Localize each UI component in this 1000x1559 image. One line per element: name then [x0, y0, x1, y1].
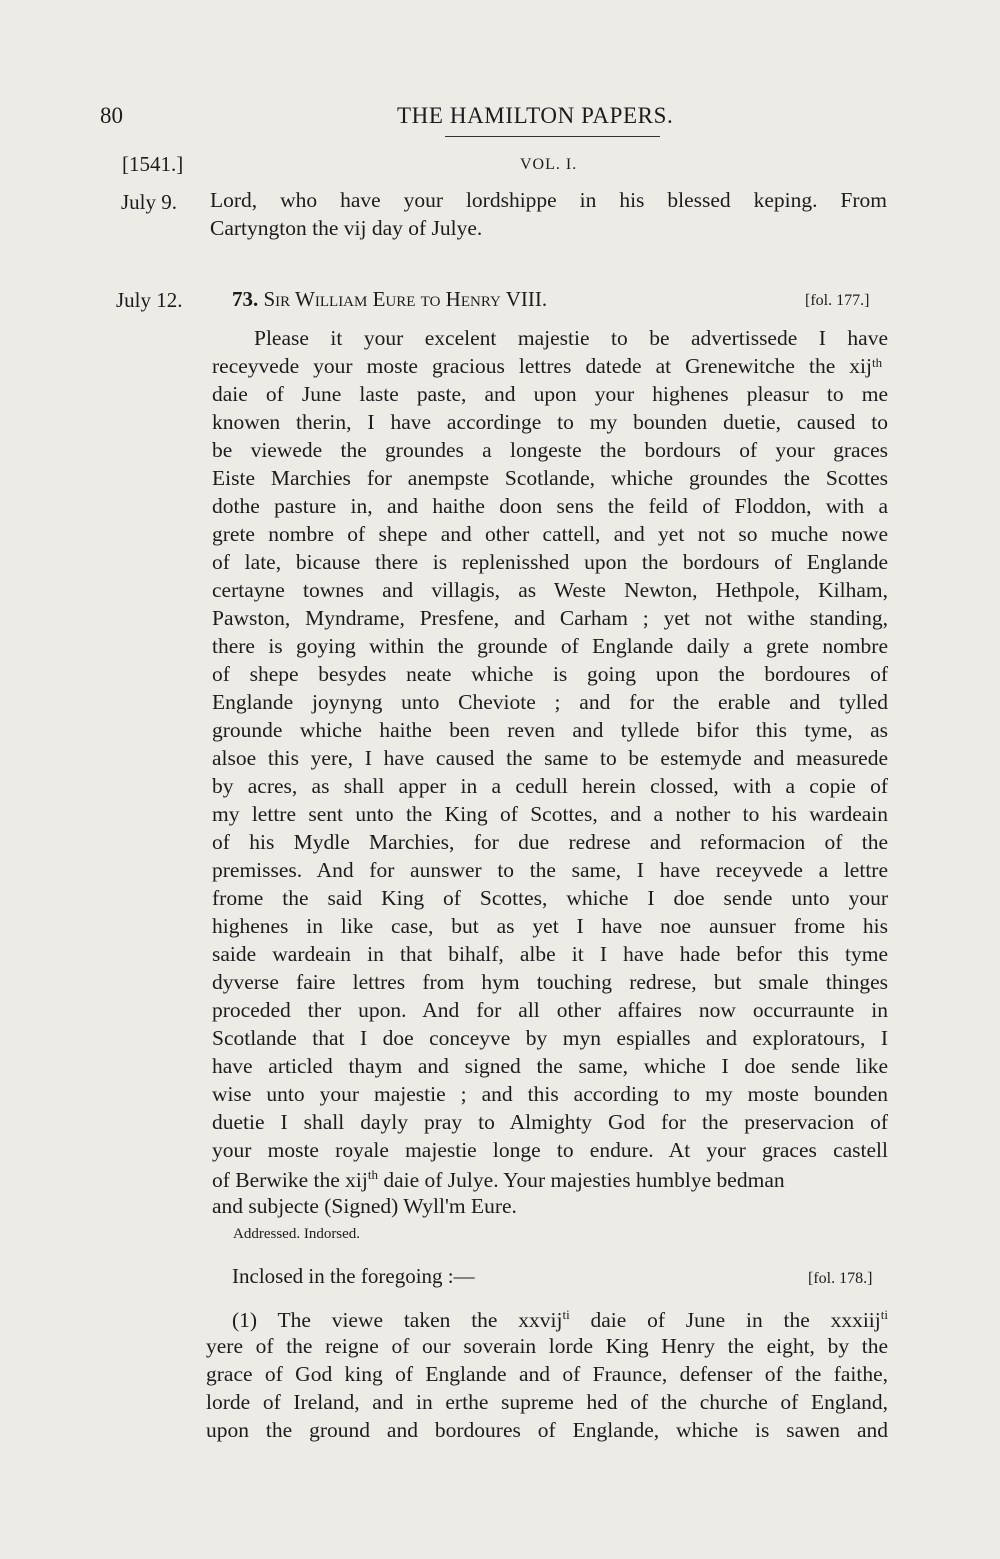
text-line: dothe pasture in, and haithe doon sens the feild of Floddon, with a — [212, 494, 888, 518]
text-line: dyverse faire lettres from hym touching redrese, but smale thinges — [212, 970, 888, 994]
text-line: Englande joynyng unto Cheviote ; and for the erable and tylled — [212, 690, 888, 714]
text-line: by acres, as shall apper in a cedull herein clossed, with a copie of — [212, 774, 888, 798]
text-line: alsoe this yere, I have caused the same to be estemyde and measurede — [212, 746, 888, 770]
text-line: certayne townes and villagis, as Weste Newton, Hethpole, Kilham, — [212, 578, 888, 602]
text-line: saide wardeain in that bihalf, albe it I have hade befor this tyme — [212, 942, 888, 966]
text-line: of shepe besydes neate whiche is going upon the bordoures of — [212, 662, 888, 686]
superscript: ti — [562, 1307, 570, 1322]
text-line: Scotlande that I doe conceyve by myn espialles and exploratours, I — [212, 1026, 888, 1050]
text-line: Eiste Marchies for anempste Scotlande, whiche groundes the Scottes — [212, 466, 888, 490]
margin-date: July 9. — [121, 190, 178, 214]
volume-marker: VOL. I. — [520, 156, 578, 173]
text-line: your moste royale majestie longe to endure. At your graces castell — [212, 1138, 888, 1162]
text-line: knowen therin, I have accordinge to my bounden duetie, caused to — [212, 410, 888, 434]
superscript: th — [367, 1167, 378, 1182]
folio-ref: [fol. 177.] — [805, 292, 870, 309]
text-line: highenes in like case, but as yet I have noe aunsuer frome his — [212, 914, 888, 938]
text-line: yere of the reigne of our soverain lorde King Henry the eight, by the — [206, 1334, 888, 1358]
folio-ref: [fol. 178.] — [808, 1270, 873, 1287]
text-line: lorde of Ireland, and in erthe supreme hed of the churche of England, — [206, 1390, 888, 1414]
letter-number: 73. — [232, 287, 259, 311]
text-line: upon the ground and bordoures of Englande, whiche is sawen and — [206, 1418, 888, 1442]
text-line: there is goying within the grounde of Englande daily a grete nombre — [212, 634, 888, 658]
text-line: grete nombre of shepe and other cattell, and yet not so muche nowe — [212, 522, 888, 546]
text-line: frome the said King of Scottes, whiche I doe sende unto your — [212, 886, 888, 910]
text-line: premisses. And for aunswer to the same, I have receyvede a lettre — [212, 858, 888, 882]
text-line: my lettre sent unto the King of Scottes, and a nother to his wardeain — [212, 802, 888, 826]
text-line: of late, bicause there is replenisshed upon the bordours of Englande — [212, 550, 888, 574]
text-line: wise unto your majestie ; and this according to my moste bounden — [212, 1082, 888, 1106]
text-line: grace of God king of Englande and of Fraunce, defenser of the faithe, — [206, 1362, 888, 1386]
text-line: grounde whiche haithe been reven and tyllede bifor this tyme, as — [212, 718, 888, 742]
superscript: ti — [880, 1307, 888, 1322]
year-marker: [1541.] — [122, 152, 184, 176]
text-line: be viewede the groundes a longeste the bordours of your graces — [212, 438, 888, 462]
text-line: duetie I shall dayly pray to Almighty God for the preservacion of — [212, 1110, 888, 1134]
text-line: and subjecte (Signed) Wyll'm Eure. — [212, 1194, 517, 1218]
text-line: daie of June laste paste, and upon your highenes pleasur to me — [212, 382, 888, 406]
title-rule — [445, 136, 660, 137]
endorsement-note: Addressed. Indorsed. — [233, 1226, 361, 1242]
text-line: Pawston, Myndrame, Presfene, and Carham ; yet not withe standing, — [212, 606, 888, 630]
superscript: th — [872, 355, 883, 370]
running-title: THE HAMILTON PAPERS. — [397, 103, 674, 128]
text-line: of Berwike the xij$^{th}$ daie of Julye. Your majesties humblye bedman — [212, 1167, 785, 1193]
page-number: 80 — [100, 103, 123, 128]
text-line: (1) The viewe taken the xxvij$^{ti}$ daie of June in the xxxiij$^{ti}$ — [232, 1307, 888, 1333]
letter-heading — [232, 287, 547, 312]
text-line: Lord, who have your lordshippe in his blessed keping. From — [210, 188, 887, 212]
letter-title: Sir William Eure to Henry VIII. — [263, 287, 548, 311]
enclosure-heading: Inclosed in the foregoing :— — [232, 1264, 475, 1288]
text-line: have articled thaym and signed the same, whiche I doe sende like — [212, 1054, 888, 1078]
text-line: Cartyngton the vij day of Julye. — [210, 216, 483, 240]
margin-date: July 12. — [116, 288, 183, 312]
text-line: proceded ther upon. And for all other affaires now occurraunte in — [212, 998, 888, 1022]
text-line: of his Mydle Marchies, for due redrese and reformacion of the — [212, 830, 888, 854]
text-line: receyvede your moste gracious lettres datede at Grenewitche the xij th — [212, 354, 883, 378]
text-line: Please it your excelent majestie to be advertissede I have — [254, 326, 888, 350]
